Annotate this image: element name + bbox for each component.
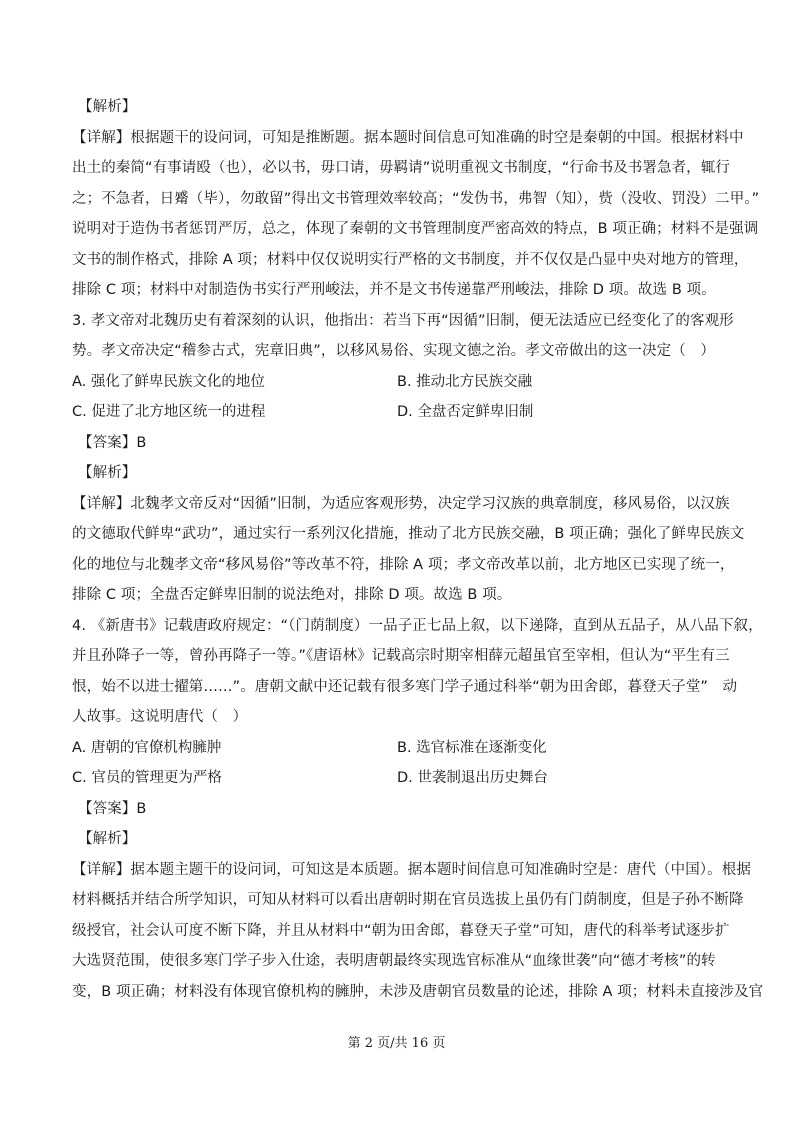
- analysis-line: 文书的制作格式，排除 A 项；材料中仅仅说明实行严格的文书制度，并不仅仅是凸显中央对地方的管理，: [72, 251, 749, 268]
- option-d: D. 全盘否定鲜卑旧制: [397, 404, 534, 420]
- option-d: D. 世袭制退出历史舞台: [397, 770, 548, 786]
- question-4-stem: 4. 《新唐书》记载唐政府规定：“（门荫制度）一品子正七品上叙，以下递降，直到从五品子，从八品下叙，: [72, 617, 763, 634]
- answer: 【答案】B: [78, 800, 147, 817]
- option-b: B. 选官标准在逐渐变化: [397, 739, 547, 756]
- question-4-stem: 人故事。这说明唐代（ ）: [72, 709, 248, 725]
- option-c: C. 官员的管理更为严格: [72, 770, 222, 786]
- question-3-options-row: [72, 397, 727, 428]
- question-3-stem: 势。孝文帝决定“稽参古式，宪章旧典”，以移风易俗、实现文德之治。孝文帝做出的这一决定（ ）: [72, 343, 716, 359]
- analysis-tag: 【解析】: [78, 465, 137, 481]
- option-a: A. 强化了鲜卑民族文化的地位: [72, 373, 265, 390]
- answer: 【答案】B: [78, 434, 147, 451]
- analysis-line: 的文德取代鲜卑“武功”，通过实行一系列汉化措施，推动了北方民族交融，B 项正确；强化了鲜卑民族文: [72, 526, 745, 542]
- analysis-line: 大选贤范围，使很多寒门学子步入仕途，表明唐朝最终实现选官标准从“血缘世袭”向“德才考核”的转: [72, 953, 716, 969]
- question-4-options-row: [72, 763, 727, 794]
- analysis-line: 说明对于造伪书者惩罚严厉，总之，体现了秦朝的文书管理制度严密高效的特点，B 项正确；材料不是强调: [72, 221, 759, 237]
- question-3-options-row: [72, 367, 727, 398]
- analysis-line: 材料概括并结合所学知识，可知从材料可以看出唐朝时期在官员选拔上虽仍有门荫制度，但是子孙不断降: [72, 892, 744, 908]
- analysis-line: 【详解】根据题干的设问词，可知是推断题。据本题时间信息可知准确的时空是秦朝的中国。根据材料中: [72, 129, 744, 146]
- analysis-line: 【详解】北魏孝文帝反对“因循”旧制，为适应客观形势，决定学习汉族的典章制度，移风易俗，以汉族: [72, 495, 730, 512]
- analysis-line: 化的地位与北魏孝文帝“移风易俗”等改革不符，排除 A 项；孝文帝改革以前，北方地区已实现了统一，: [72, 556, 735, 573]
- question-4-stem: 恨，始不以进士擢第……”。唐朝文献中还记载有很多寒门学子通过科举“朝为田舍郎，暮登天子堂” 动: [72, 678, 738, 695]
- question-4-stem: 并且孙降子一等，曾孙再降子一等。”《唐语林》记载高宗时期宰相薛元超虽官至宰相，但认为“平生有三: [72, 648, 730, 664]
- analysis-line: 【详解】据本题主题干的设问词，可知这是本质题。据本题时间信息可知准确时空是：唐代（中国）。根据: [72, 861, 751, 878]
- question-4-options-row: [72, 733, 727, 764]
- analysis-tag: 【解析】: [78, 831, 137, 847]
- analysis-line: 级授官，社会认可度不断下降，并且从材料中“朝为田舍郎，暮登天子堂”可知，唐代的科举考试逐步扩: [72, 922, 730, 939]
- option-c: C. 促进了北方地区统一的进程: [72, 404, 266, 420]
- document-page: [72, 92, 764, 1007]
- analysis-line: 排除 C 项；全盘否定鲜卑旧制的说法绝对，排除 D 项。故选 B 项。: [72, 587, 512, 603]
- analysis-line: 之；不急者，日觱（毕），勿敢留”得出文书管理效率较高；“发伪书，弗智（知），赀（没收、罚没）二甲。”: [72, 190, 760, 207]
- question-3-stem: 3. 孝文帝对北魏历史有着深刻的认识，他指出：若当下再“因循”旧制，便无法适应已经变化了的客观形: [72, 312, 734, 329]
- analysis-tag: 【解析】: [78, 99, 137, 115]
- analysis-line: 排除 C 项；材料中对制造伪书实行严刑峻法，并不是文书传递靠严刑峻法，排除 D 项。故选 B 项。: [72, 282, 716, 298]
- option-b: B. 推动北方民族交融: [397, 373, 533, 390]
- analysis-line: 变，B 项正确；材料没有体现官僚机构的臃肿，未涉及唐朝官员数量的论述，排除 A 项；材料未直接涉及官: [72, 983, 764, 1000]
- page-footer: 第 2 页/共 16 页: [347, 1036, 446, 1051]
- analysis-line: 出土的秦简“有事请殴（也），必以书，毋口请，毋羁请”说明重视文书制度，“行命书及书署急者，辄行: [72, 160, 730, 176]
- option-a: A. 唐朝的官僚机构臃肿: [72, 739, 222, 756]
